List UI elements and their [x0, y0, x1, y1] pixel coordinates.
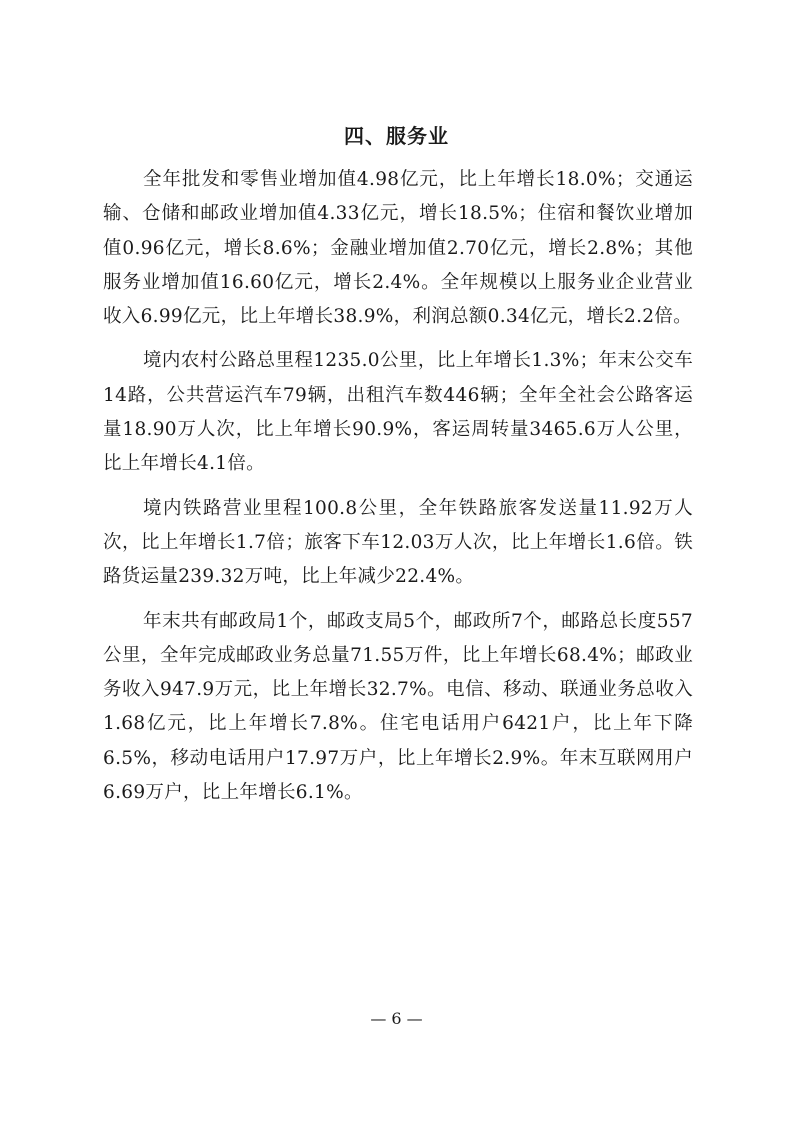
section-title: 四、服务业 — [344, 124, 449, 148]
paragraph-postal-telecom: 年末共有邮政局1个，邮政支局5个，邮政所7个，邮路总长度557公里，全年完成邮政业务总量71.55万件，比上年增长68.4%；邮政业务收入947.9万元，比上年增长32.7%。电信、移动、联通业务总收入1.68亿元，比上年增长7.8%。住宅电话用户6421户，比上年下降6.5%，移动电话用户17.97万户，比上年增长2.9%。年末互联网用户6.69万户，比上年增长6.1%。 — [103, 610, 693, 804]
paragraph-wholesale-retail-finance: 全年批发和零售业增加值4.98亿元，比上年增长18.0%；交通运输、仓储和邮政业增加值4.33亿元，增长18.5%；住宿和餐饮业增加值0.96亿元，增长8.6%；金融业增加值2.70亿元，增长2.8%；其他服务业增加值16.60亿元，增长2.4%。全年规模以上服务业企业营业收入6.99亿元，比上年增长38.9%，利润总额0.34亿元，增长2.2倍。 — [103, 169, 693, 328]
page-number: — 6 — — [370, 1009, 423, 1028]
paragraph-railway: 境内铁路营业里程100.8公里，全年铁路旅客发送量11.92万人次，比上年增长1.7倍；旅客下车12.03万人次，比上年增长1.6倍。铁路货运量239.32万吨，比上年减少22.4%。 — [103, 497, 693, 588]
paragraph-road-transport: 境内农村公路总里程1235.0公里，比上年增长1.3%；年末公交车14路，公共营运汽车79辆，出租汽车数446辆；全年全社会公路客运量18.90万人次，比上年增长90.9%，客运周转量3465.6万人公里，比上年增长4.1倍。 — [103, 350, 693, 475]
body-text — [103, 163, 693, 820]
